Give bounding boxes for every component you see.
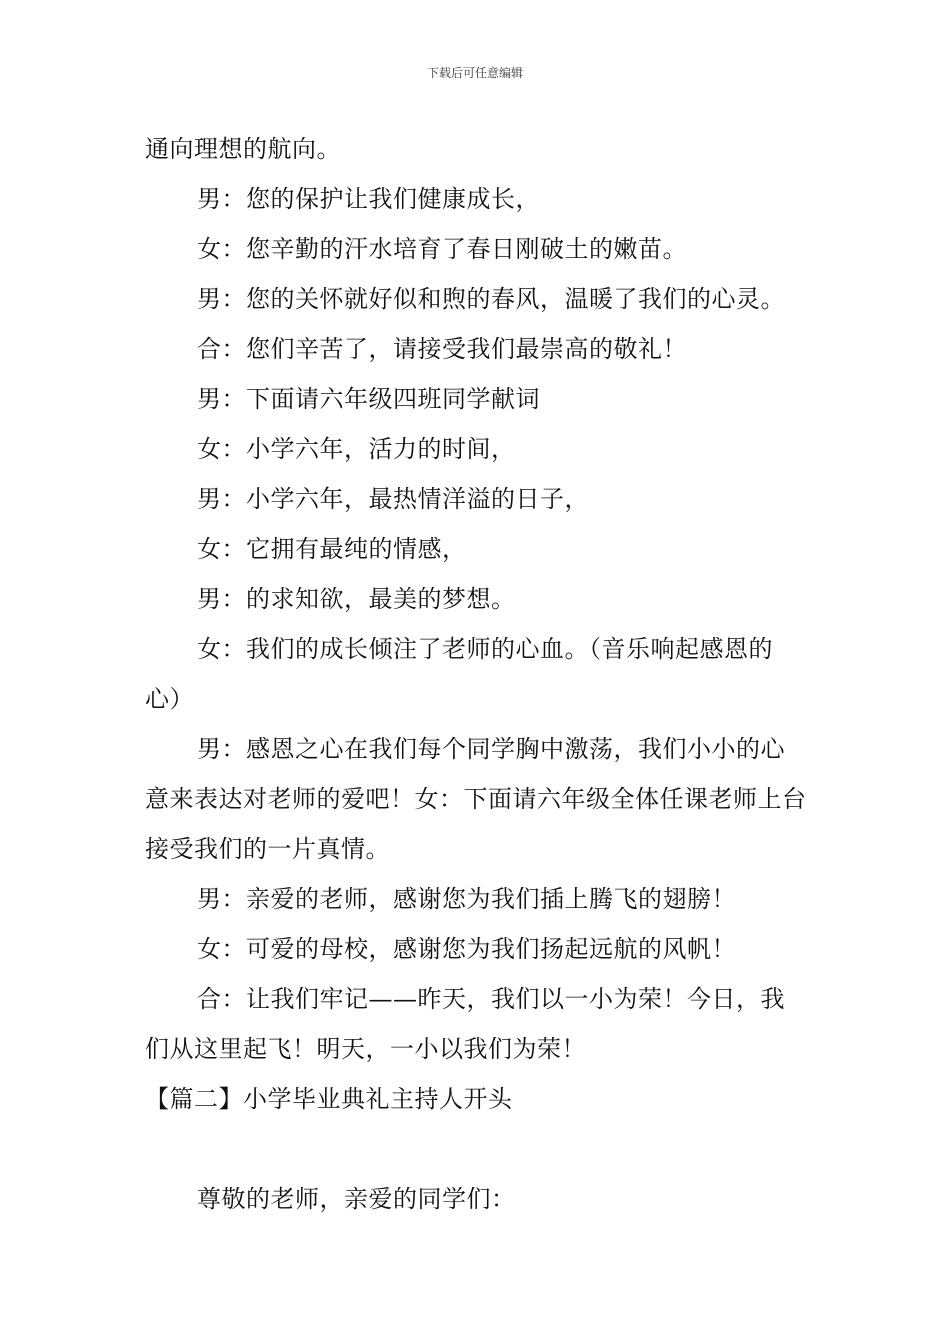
paragraph-14: 合：让我们牢记——昨天，我们以一小为荣！今日，我们从这里起飞！明天，一小以我们为荣！ <box>145 985 785 1063</box>
paragraph-10: 女：我们的成长倾注了老师的心血。（音乐响起感恩的心） <box>145 635 773 713</box>
paragraph-17: 尊敬的老师，亲爱的同学们： <box>197 1185 516 1213</box>
paragraph-1: 男：您的保护让我们健康成长， <box>197 185 540 213</box>
paragraph-6: 女：小学六年，活力的时间， <box>197 435 516 463</box>
paragraph-7: 男：小学六年，最热情洋溢的日子， <box>197 485 589 513</box>
page-header-note: 下载后可任意编辑 <box>426 66 523 80</box>
paragraph-5: 男：下面请六年级四班同学献词 <box>197 385 540 413</box>
paragraph-13: 女：可爱的母校，感谢您为我们扬起远航的风帆！ <box>197 935 736 963</box>
paragraph-8: 女：它拥有最纯的情感， <box>197 535 467 563</box>
paragraph-4: 合：您们辛苦了，请接受我们最崇高的敬礼！ <box>197 335 687 363</box>
blank-line <box>145 1124 809 1174</box>
paragraph-2: 女：您辛勤的汗水培育了春日刚破土的嫩苗。 <box>197 235 687 263</box>
paragraph-3: 男：您的关怀就好似和煦的春风，温暖了我们的心灵。 <box>197 285 785 313</box>
paragraph-9: 男：的求知欲，最美的梦想。 <box>197 585 516 613</box>
section-heading: 【篇二】小学毕业典礼主持人开头 <box>145 1085 513 1113</box>
paragraph-0: 通向理想的航向。 <box>145 135 341 163</box>
paragraph-11: 男：感恩之心在我们每个同学胸中激荡，我们小小的心意来表达对老师的爱吧！女：下面请六年级全体任课老师上台接受我们的一片真情。 <box>145 735 807 863</box>
document-body <box>145 124 809 1224</box>
paragraph-12: 男：亲爱的老师，感谢您为我们插上腾飞的翅膀！ <box>197 885 736 913</box>
